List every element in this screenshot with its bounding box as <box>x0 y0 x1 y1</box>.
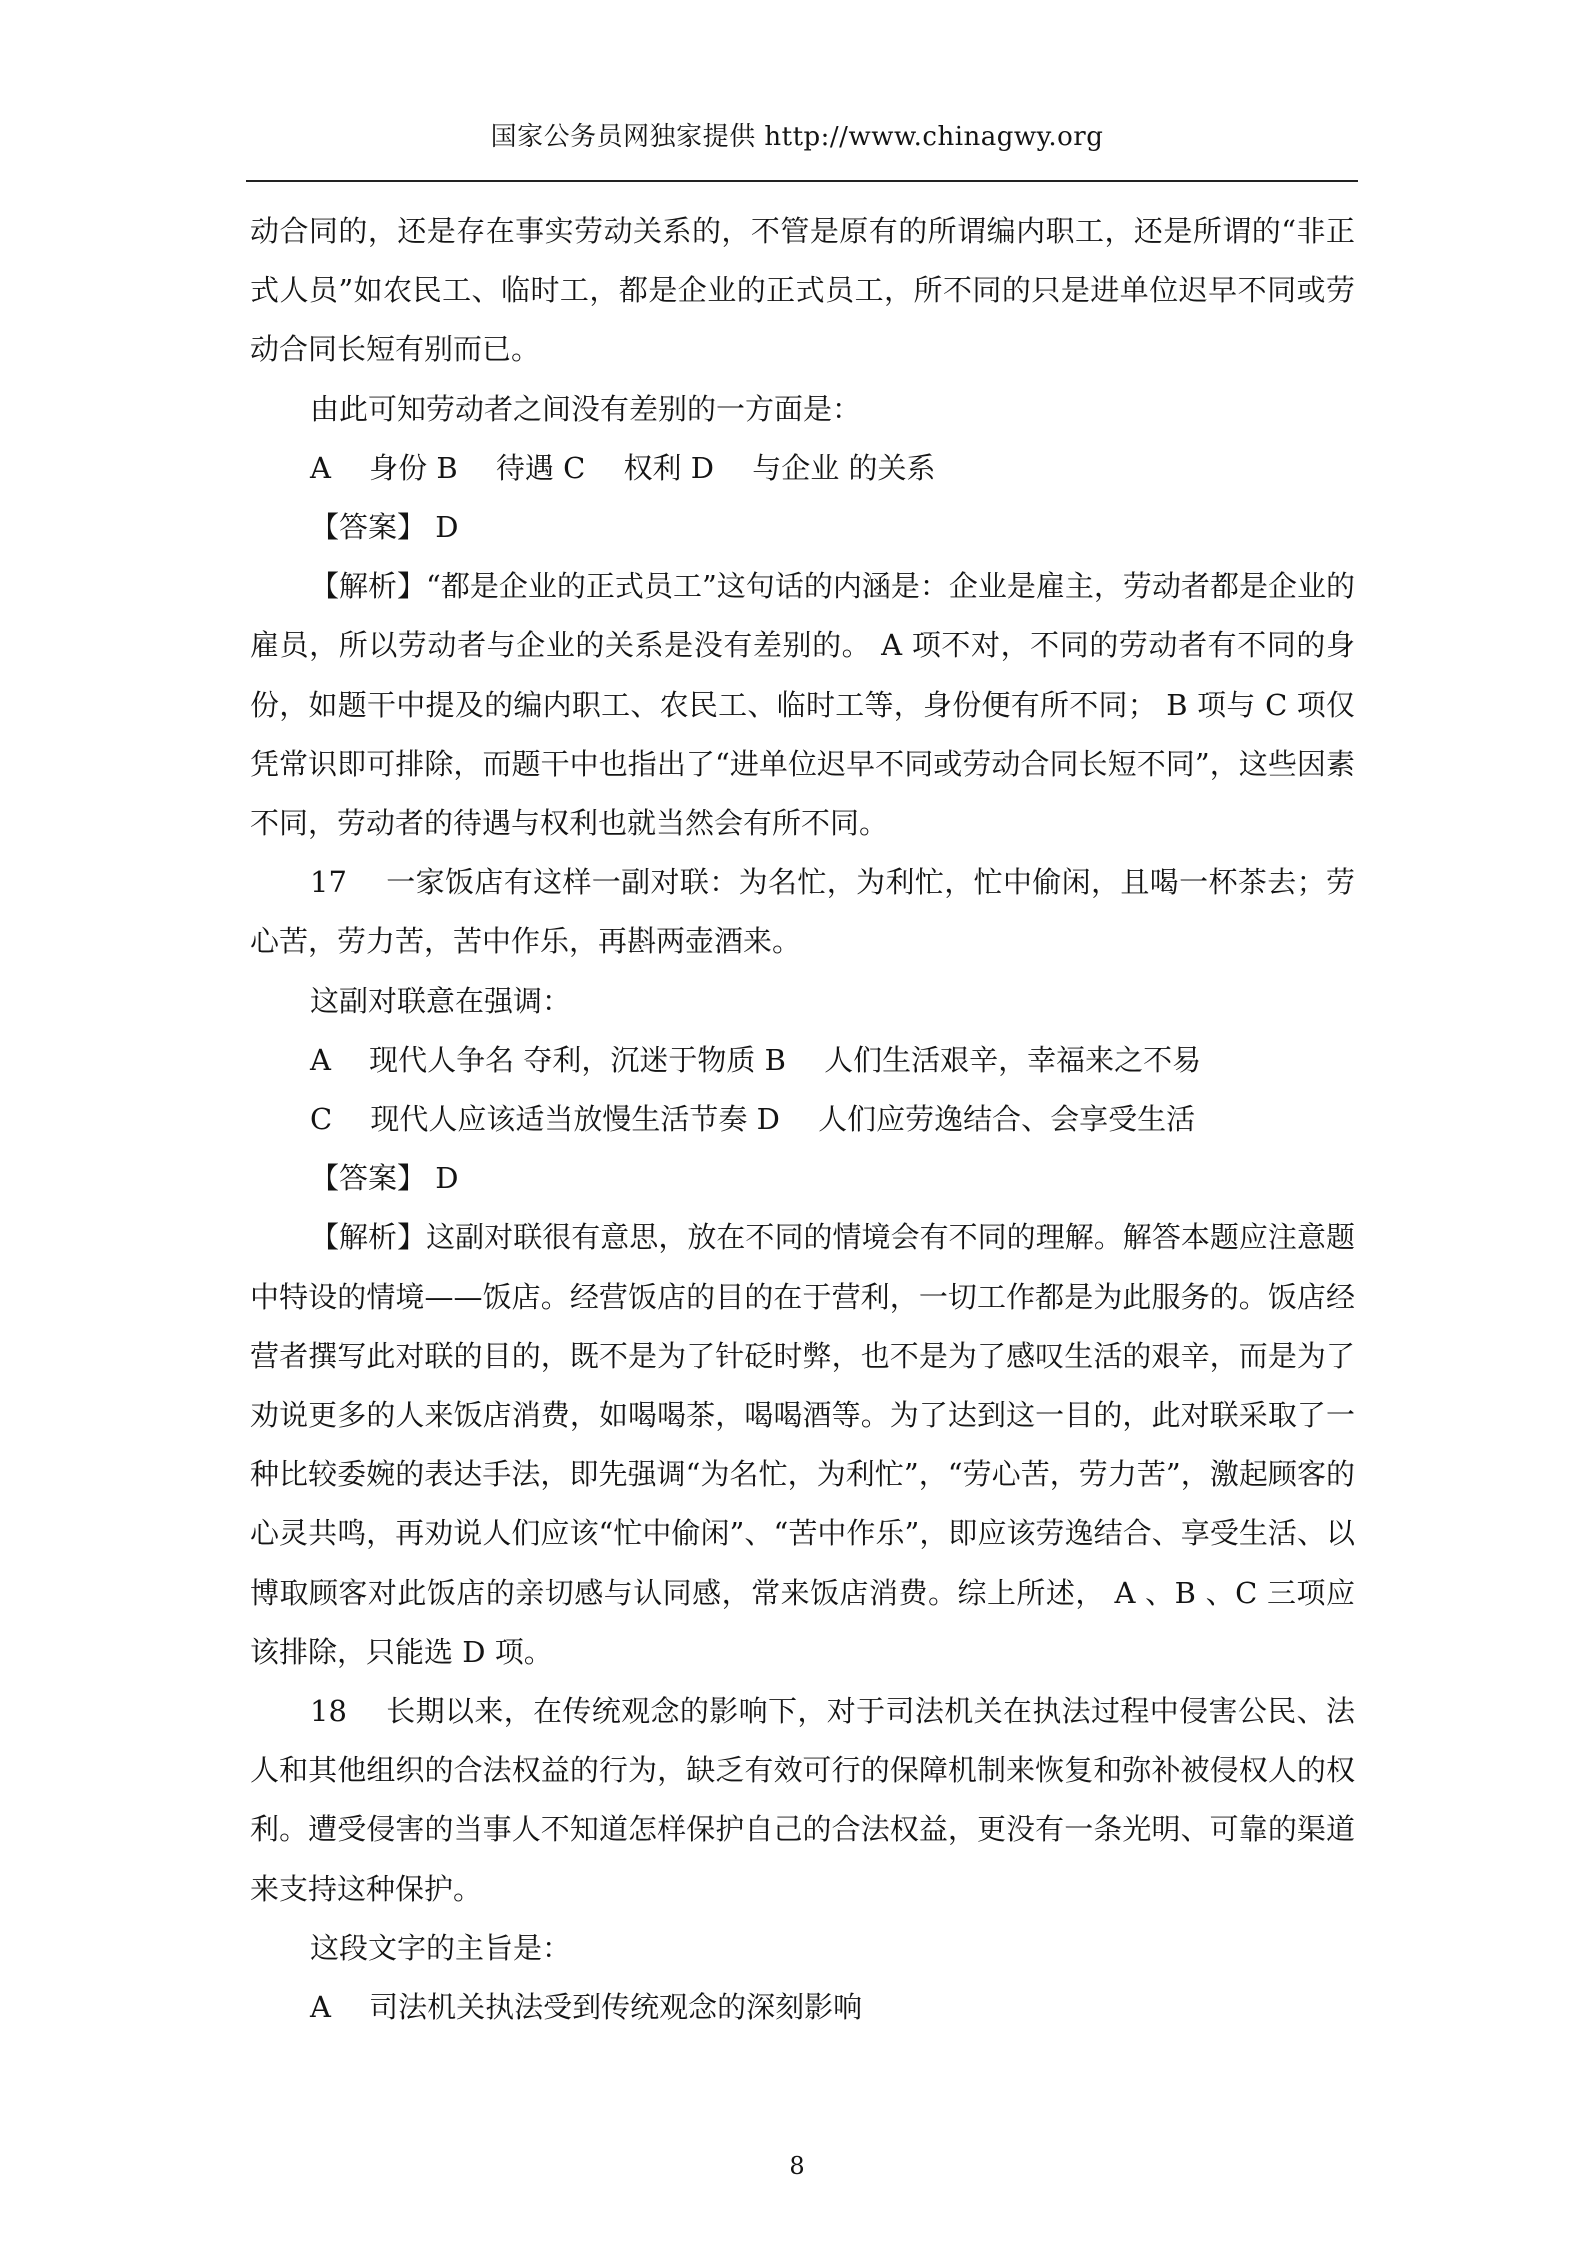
header-divider <box>246 180 1358 182</box>
explanation-paragraph: 【解析】这副对联很有意思，放在不同的情境会有不同的理解。解答本题应注意题中特设的情境——饭店。经营饭店的目的在于营利，一切工作都是为此服务的。饭店经营者撰写此对联的目的，既不是为了针砭时弊，也不是为了感叹生活的艰辛，而是为了劝说更多的人来饭店消费，如喝喝茶，喝喝酒等。为了达到这一目的，此对联采取了一种比较委婉的表达手法，即先强调“为名忙，为利忙”，“劳心苦，劳力苦”，激起顾客的心灵共鸣，再劝说人们应该“忙中偷闲”、“苦中作乐”，即应该劳逸结合、享受生活、以博取顾客对此饭店的亲切感与认同感，常来饭店消费。综上所述， A 、B 、C 三项应该排除，只能选 D 项。 <box>250 1220 1355 1669</box>
answer-options: A 现代人争名 夺利，沉迷于物质 B 人们生活艰辛，幸福来之不易 <box>310 1042 1202 1077</box>
answer-options: A 司法机关执法受到传统观念的深刻影响 <box>310 1990 863 2025</box>
body-text <box>250 202 1355 2037</box>
answer-line: 【答案】 D <box>310 510 459 545</box>
question-stem: 这段文字的主旨是： <box>310 1930 572 1965</box>
answer-options: C 现代人应该适当放慢生活节奏 D 人们应劳逸结合、会享受生活 <box>310 1102 1196 1137</box>
answer-options: A 身份 B 待遇 C 权利 D 与企业 的关系 <box>310 450 936 485</box>
paragraph-continuation: 动合同的，还是存在事实劳动关系的，不管是原有的所谓编内职工，还是所谓的“非正式人员”如农民工、临时工，都是企业的正式员工，所不同的只是进单位迟早不同或劳动合同长短有别而已。 <box>250 214 1355 367</box>
page-number: 8 <box>789 2152 805 2180</box>
question-stem: 由此可知劳动者之间没有差别的一方面是： <box>310 391 862 426</box>
answer-line: 【答案】 D <box>310 1161 459 1196</box>
question-18-text: 18 长期以来，在传统观念的影响下，对于司法机关在执法过程中侵害公民、法人和其他组织的合法权益的行为，缺乏有效可行的保障机制来恢复和弥补被侵权人的权利。遭受侵害的当事人不知道怎样保护自己的合法权益，更没有一条光明、可靠的渠道来支持这种保护。 <box>250 1694 1355 1906</box>
page-header: 国家公务员网独家提供 http://www.chinagwy.org <box>490 122 1104 152</box>
explanation-paragraph: 【解析】“都是企业的正式员工”这句话的内涵是：企业是雇主，劳动者都是企业的雇员，所以劳动者与企业的关系是没有差别的。 A 项不对，不同的劳动者有不同的身份，如题干中提及的编内职工、农民工、临时工等，身份便有所不同； B 项与 C 项仅凭常识即可排除，而题干中也指出了“进单位迟早不同或劳动合同长短不同”，这些因素不同，劳动者的待遇与权利也就当然会有所不同。 <box>250 569 1355 841</box>
question-stem: 这副对联意在强调： <box>310 983 572 1018</box>
question-17-text: 17 一家饭店有这样一副对联：为名忙，为利忙，忙中偷闲，且喝一杯茶去；劳心苦，劳力苦，苦中作乐，再斟两壶酒来。 <box>250 865 1355 959</box>
